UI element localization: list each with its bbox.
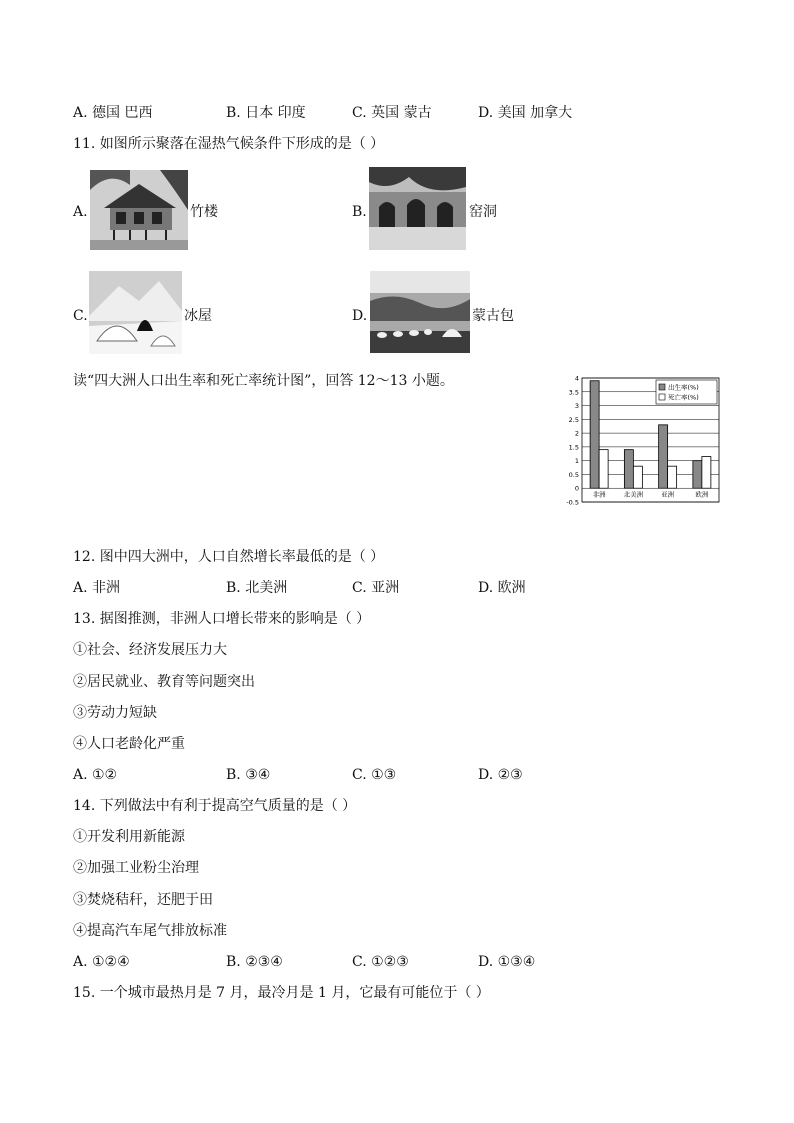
y-tick-label: 1 [574, 457, 579, 466]
q11-option-d-caption: 蒙古包 [472, 308, 514, 324]
x-category-label: 欧洲 [695, 490, 709, 499]
q14-item-4: ④提高汽车尾气排放标准 [73, 923, 227, 939]
q14-option-a: A. ①②④ [73, 954, 130, 970]
legend-swatch [659, 384, 665, 390]
q13-stem: 13. 据图推测，非洲人口增长带来的影响是（ ） [73, 611, 371, 627]
q11-option-b-letter: B. [352, 204, 367, 220]
y-tick-label: 3 [574, 402, 579, 411]
q11-option-a-caption: 竹楼 [190, 204, 218, 220]
x-category-label: 亚洲 [661, 490, 675, 499]
q10-option-c: C. 英国 蒙古 [352, 105, 432, 121]
q12-option-a: A. 非洲 [73, 580, 121, 596]
y-tick-label: 2.5 [568, 415, 579, 424]
bar [590, 381, 599, 488]
y-tick-label: 0 [574, 484, 579, 493]
q14-option-c: C. ①②③ [352, 954, 409, 970]
q10-option-d: D. 美国 加拿大 [478, 105, 573, 121]
q13-item-4: ④人口老龄化严重 [73, 736, 185, 752]
q14-option-b: B. ②③④ [226, 954, 283, 970]
y-tick-label: 0.5 [568, 470, 579, 479]
birth-death-rate-chart [556, 372, 722, 510]
q11-option-c-caption: 冰屋 [184, 308, 212, 324]
q13-item-1: ①社会、经济发展压力大 [73, 642, 227, 658]
bar [624, 450, 633, 489]
bar [702, 457, 711, 489]
q14-stem: 14. 下列做法中有利于提高空气质量的是（ ） [73, 798, 357, 814]
q13-option-b: B. ③④ [226, 767, 271, 783]
chart-intro: 读“四大洲人口出生率和死亡率统计图”，回答 12～13 小题。 [73, 373, 454, 389]
q13-item-3: ③劳动力短缺 [73, 705, 157, 721]
bar [668, 466, 677, 488]
legend-swatch [659, 394, 665, 400]
igloo-image [89, 271, 182, 354]
bar [633, 466, 642, 488]
bar [599, 450, 608, 489]
x-category-label: 北美洲 [623, 490, 644, 499]
q12-stem: 12. 图中四大洲中，人口自然增长率最低的是（ ） [73, 549, 385, 565]
q14-item-3: ③焚烧秸秆，还肥于田 [73, 892, 213, 908]
x-category-label: 非洲 [592, 490, 606, 499]
q14-option-d: D. ①③④ [478, 954, 536, 970]
y-tick-label: 4 [574, 374, 579, 383]
q13-option-c: C. ①③ [352, 767, 397, 783]
q10-option-b: B. 日本 印度 [226, 105, 306, 121]
legend-label: 死亡率(%) [668, 393, 699, 402]
q11-option-a-letter: A. [73, 204, 88, 220]
y-tick-label: 2 [574, 429, 579, 438]
q14-item-2: ②加强工业粉尘治理 [73, 860, 199, 876]
q11-option-d-letter: D. [352, 308, 368, 324]
y-tick-label: 1.5 [568, 443, 579, 452]
q11-option-b-caption: 窑洞 [469, 204, 497, 220]
q15-stem: 15. 一个城市最热月是 7 月，最冷月是 1 月，它最有可能位于（ ） [73, 985, 490, 1001]
q13-option-a: A. ①② [73, 767, 118, 783]
q12-option-d: D. 欧洲 [478, 580, 526, 596]
q13-item-2: ②居民就业、教育等问题突出 [73, 674, 255, 690]
q12-option-c: C. 亚洲 [352, 580, 400, 596]
q10-option-a: A. 德国 巴西 [73, 105, 153, 121]
q11-option-c-letter: C. [73, 308, 88, 324]
legend-label: 出生率(%) [668, 383, 699, 392]
yurt-image [370, 271, 470, 353]
bar [659, 425, 668, 488]
q14-item-1: ①开发利用新能源 [73, 829, 185, 845]
bar [693, 461, 702, 489]
q12-option-b: B. 北美洲 [226, 580, 288, 596]
y-tick-label: 3.5 [568, 388, 579, 397]
bamboo-house-image [90, 170, 188, 250]
cave-dwelling-image [369, 167, 466, 250]
y-tick-label: -0.5 [566, 498, 579, 507]
q13-option-d: D. ②③ [478, 767, 523, 783]
q11-stem: 11. 如图所示聚落在湿热气候条件下形成的是（ ） [73, 136, 385, 152]
